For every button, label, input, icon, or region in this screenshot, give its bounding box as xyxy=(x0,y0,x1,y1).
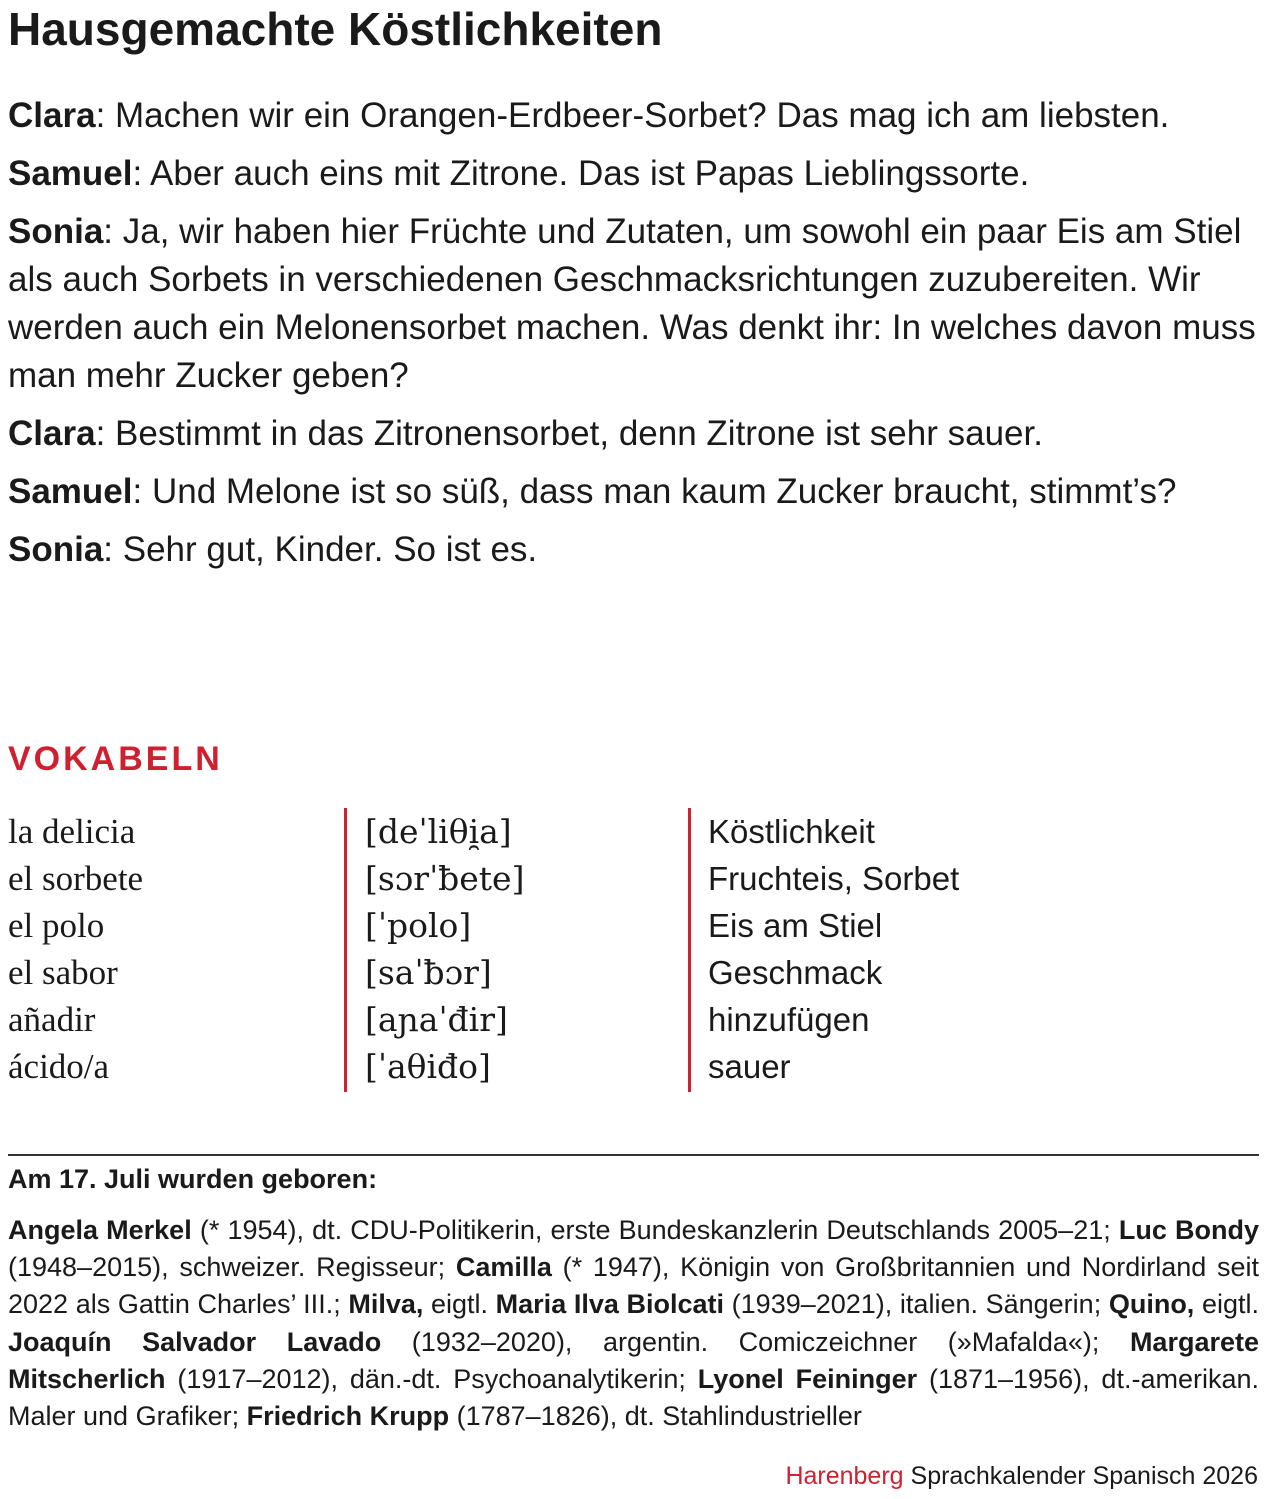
person-details: (1932–2020), argentin. Comiczeichner (»Mafalda«); xyxy=(381,1326,1130,1357)
vocab-pronunciation: [ˈaθiđo] xyxy=(365,1047,491,1086)
dialog-text: Und Melone ist so süß, dass man kaum Zucker braucht, stimmt’s? xyxy=(151,472,1177,511)
speaker-name: Sonia xyxy=(8,530,104,569)
brand-name: Harenberg xyxy=(785,1462,904,1490)
vocab-german-translation: Köstlichkeit xyxy=(708,813,875,850)
vocab-pronunciation: [aɲaˈđir] xyxy=(365,1000,508,1039)
dialog-text: Sehr gut, Kinder. So ist es. xyxy=(122,530,538,569)
footer-text: Sprachkalender Spanisch 2026 xyxy=(903,1462,1258,1490)
vocab-spanish-term: ácido/a xyxy=(8,1047,110,1086)
born-heading: Am 17. Juli wurden geboren: xyxy=(8,1164,378,1194)
speaker-name: Samuel xyxy=(8,472,133,511)
speaker-name: Sonia xyxy=(8,212,104,251)
person-details: (1917–2012), dän.-dt. Psychoanalytikerin; xyxy=(165,1363,698,1394)
person-name: Luc Bondy xyxy=(1118,1215,1260,1245)
vocab-pronunciation: [ˈpolo] xyxy=(365,906,472,945)
vocab-spanish-term: el sabor xyxy=(8,953,118,992)
dialog-text: Aber auch eins mit Zitrone. Das ist Papas Lieblingssorte. xyxy=(150,154,1030,193)
person-name: Maria Ilva Biolcati xyxy=(495,1289,725,1320)
vocab-german-translation: Eis am Stiel xyxy=(708,907,883,944)
vocab-pronunciation: [saˈƀɔr] xyxy=(365,953,492,992)
person-details: (1871–1956), dt.-amerikan. Maler und Grafiker; xyxy=(8,1363,1259,1432)
person-name: Milva, xyxy=(348,1289,424,1320)
person-details: (1948–2015), schweizer. Regisseur; xyxy=(8,1252,456,1283)
person-name: Angela Merkel xyxy=(8,1215,192,1245)
vocab-german-translation: sauer xyxy=(708,1048,791,1085)
vocab-spanish-term: el polo xyxy=(8,906,105,945)
dialog xyxy=(8,92,1258,584)
vocab-german-translation: hinzufügen xyxy=(708,1001,870,1038)
vocab-column-spanish xyxy=(8,808,328,1092)
vocab-german-translation: Geschmack xyxy=(708,954,883,991)
dialog-line: Samuel: Aber auch eins mit Zitrone. Das ist Papas Lieblingssorte. xyxy=(8,154,1030,193)
vocab-table xyxy=(8,808,1258,1092)
vocab-column-german xyxy=(688,808,1268,1092)
person-name: Margarete Mitscherlich xyxy=(8,1326,1259,1394)
person-name: Friedrich Krupp xyxy=(246,1401,450,1432)
person-details: (1939–2021), italien. Sängerin; xyxy=(724,1289,1109,1320)
person-details: eigtl. xyxy=(1194,1289,1259,1320)
person-name: Lyonel Feininger xyxy=(697,1363,918,1394)
vocab-spanish-term: añadir xyxy=(8,1000,96,1039)
dialog-line: Samuel: Und Melone ist so süß, dass man kaum Zucker braucht, stimmt’s? xyxy=(8,472,1177,511)
vocab-heading: VOKABELN xyxy=(8,740,223,778)
speaker-name: Clara xyxy=(8,96,96,135)
vocab-pronunciation: [sɔrˈƀete] xyxy=(365,859,525,898)
dialog-text: Ja, wir haben hier Früchte und Zutaten, um sowohl ein paar Eis am Stiel als auch Sorbets in verschiedenen Geschmacksrichtungen zuzubereiten. Wir werden auch ein Melonensorbet machen. Was denkt ihr: In welches davon muss man mehr Zucker geben? xyxy=(8,212,1256,395)
dialog-text: Machen wir ein Orangen-Erdbeer-Sorbet? Das mag ich am liebsten. xyxy=(115,96,1170,135)
footer-credit xyxy=(785,1462,1258,1491)
person-name: Quino, xyxy=(1108,1289,1195,1320)
speaker-name: Samuel xyxy=(8,154,133,193)
dialog-text: Bestimmt in das Zitronensorbet, denn Zitrone ist sehr sauer. xyxy=(115,414,1043,453)
speaker-name: Clara xyxy=(8,414,96,453)
section-divider xyxy=(8,1154,1259,1156)
dialog-line: Sonia: Ja, wir haben hier Früchte und Zutaten, um sowohl ein paar Eis am Stiel als auch Sorbets in verschiedenen Geschmacksrichtungen zuzubereiten. Wir werden auch ein Melonensorbet machen. Was denkt ihr: In welches davon muss man mehr Zucker geben? xyxy=(8,212,1256,395)
vocab-spanish-term: la delicia xyxy=(8,812,136,851)
vocab-spanish-term: el sorbete xyxy=(8,859,144,898)
dialog-line: Clara: Bestimmt in das Zitronensorbet, denn Zitrone ist sehr sauer. xyxy=(8,414,1043,453)
born-list xyxy=(8,1212,1259,1435)
person-name: Camilla xyxy=(455,1252,552,1283)
page-title: Hausgemachte Köstlichkeiten xyxy=(8,3,663,55)
vocab-german-translation: Fruchteis, Sorbet xyxy=(708,860,960,897)
person-name: Joaquín Salvador Lavado xyxy=(8,1326,382,1357)
vocab-pronunciation: [deˈliθi̯a] xyxy=(365,812,512,851)
person-details: eigtl. xyxy=(423,1289,496,1320)
person-details: (1787–1826), dt. Stahlindustrieller xyxy=(449,1401,862,1432)
vocab-column-pronunciation xyxy=(344,808,685,1092)
dialog-line: Clara: Machen wir ein Orangen-Erdbeer-Sorbet? Das mag ich am liebsten. xyxy=(8,96,1170,135)
person-details: (* 1947), Königin von Großbritannien und Nordirland seit 2022 als Gattin Charles’ III.; xyxy=(8,1252,1259,1320)
person-details: (* 1954), dt. CDU-Politikerin, erste Bundeskanzlerin Deutschlands 2005–21; xyxy=(191,1215,1119,1245)
dialog-line: Sonia: Sehr gut, Kinder. So ist es. xyxy=(8,530,538,569)
